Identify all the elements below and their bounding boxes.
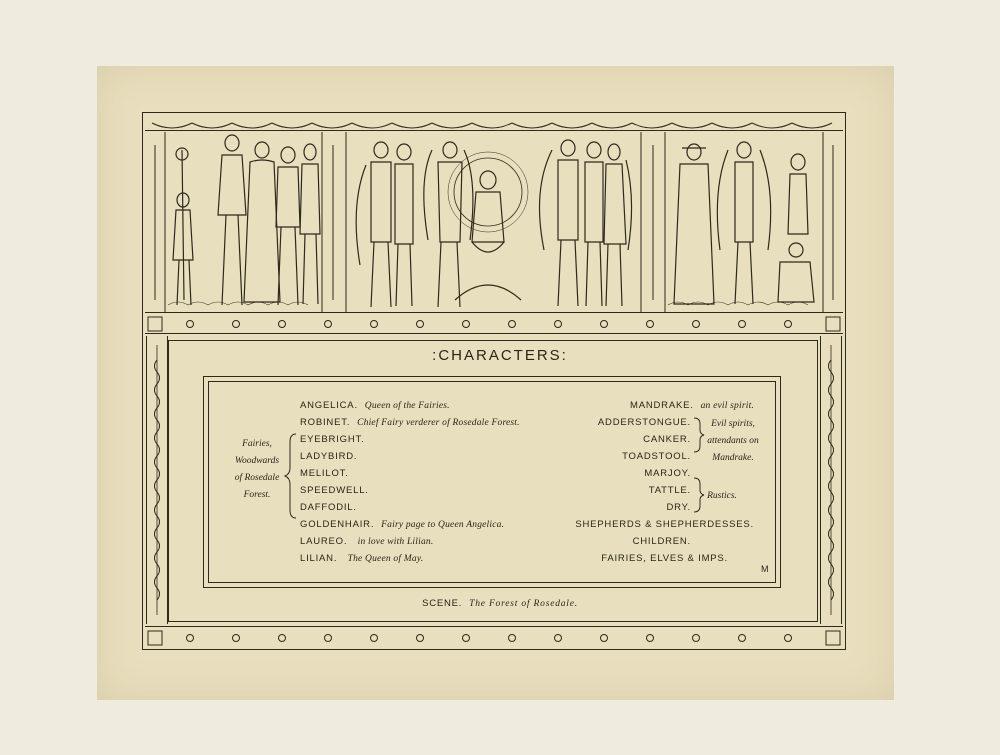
cast-entry: LAUREO. in love with Lilian.: [300, 536, 434, 547]
cast-entry: CANKER.: [643, 434, 691, 445]
fairies-group-note: Fairies, Woodwards of Rosedale Forest.: [234, 439, 280, 500]
cast-entry: ANGELICA. Queen of the Fairies.: [300, 400, 450, 411]
cast-entry: ADDERSTONGUE.: [597, 417, 691, 428]
cast-entry: CHILDREN.: [632, 536, 691, 547]
cast-entry: EYEBRIGHT.: [300, 434, 365, 445]
cast-entry: DAFFODIL.: [300, 502, 357, 513]
cast-entry: LADYBIRD.: [300, 451, 358, 462]
cast-entry: TATTLE.: [648, 485, 691, 496]
cast-entry: FAIRIES, ELVES & IMPS.: [601, 553, 728, 564]
cast-entry: TOADSTOOL.: [622, 451, 691, 462]
cast-entry: MELILOT.: [300, 468, 349, 479]
cast-entry: SPEEDWELL.: [300, 485, 369, 496]
evil-spirits-note: Evil spirits, attendants on Mandrake.: [707, 419, 759, 463]
cast-entry: MARJOY.: [644, 468, 691, 479]
cast-entry: GOLDENHAIR. Fairy page to Queen Angelica.: [300, 519, 505, 530]
artist-monogram: M: [761, 564, 769, 574]
scene-line: SCENE. The Forest of Rosedale.: [422, 598, 578, 609]
cast-entry: LILIAN. The Queen of May.: [300, 553, 424, 564]
cast-entry: DRY.: [666, 502, 691, 513]
cast-entry: ROBINET. Chief Fairy verderer of Rosedale Forest.: [300, 417, 520, 428]
cast-entry: SHEPHERDS & SHEPHERDESSES.: [575, 519, 754, 530]
rustics-note: Rustics.: [707, 491, 737, 501]
page-title: :CHARACTERS:: [432, 347, 568, 364]
cast-entry: MANDRAKE. an evil spirit.: [630, 400, 754, 411]
